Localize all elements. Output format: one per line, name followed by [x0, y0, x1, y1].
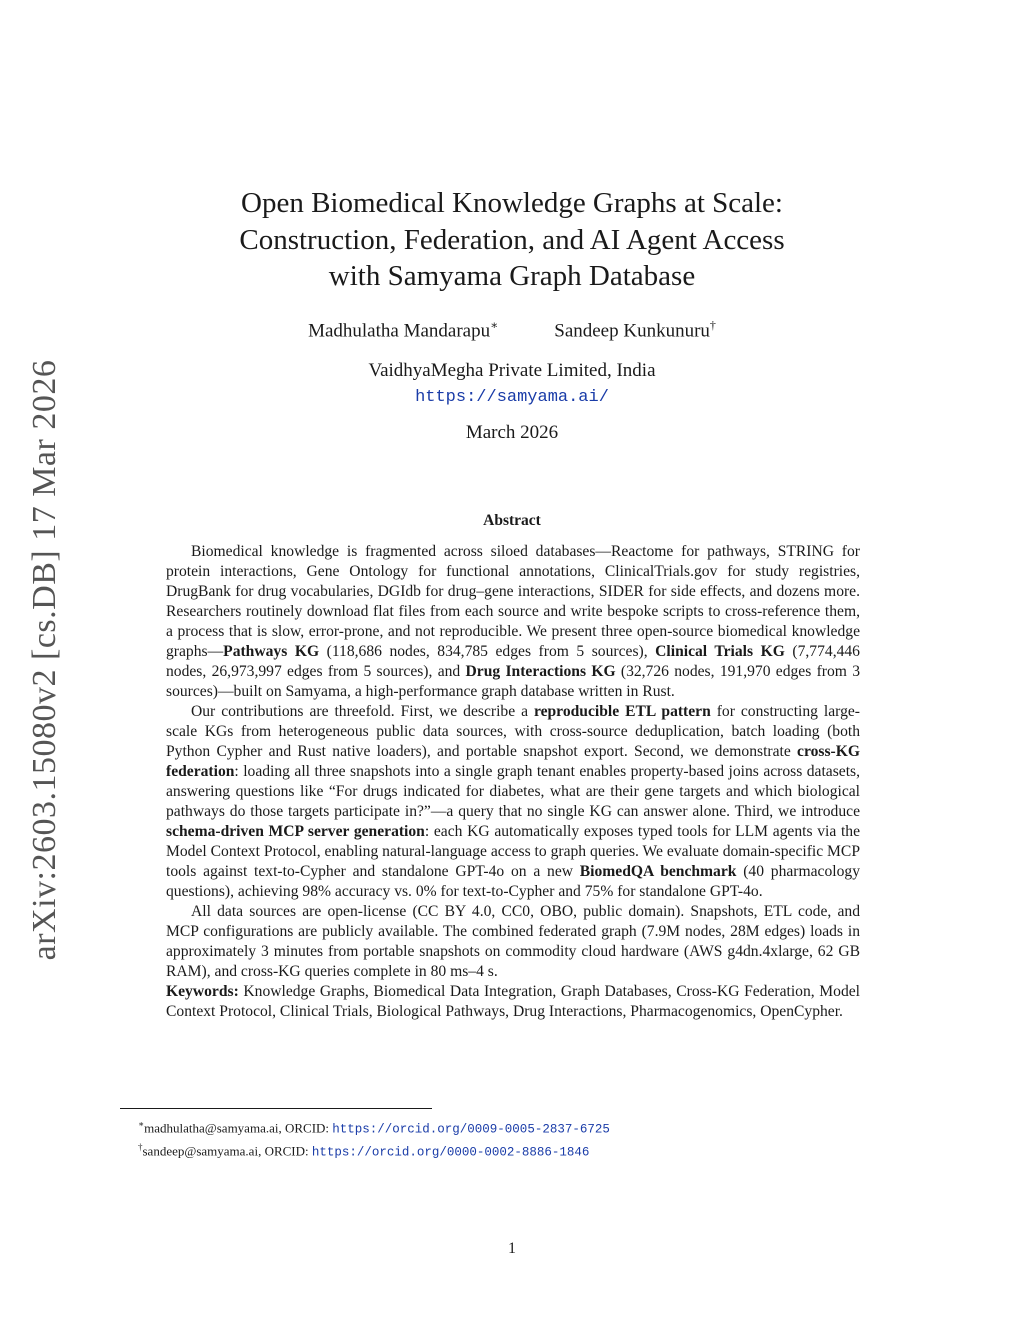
bold-term: schema-driven MCP server generation — [166, 823, 425, 840]
bold-term: Clinical Trials KG — [655, 643, 785, 660]
publication-date: March 2026 — [465, 422, 559, 443]
abstract-heading: Abstract — [483, 512, 541, 529]
text-run: : each KG automatically exposes typed tools for LLM agents via the Model Context Protocol, enabling natural-language access to graph queries. We evaluate domain-specific MCP tools against text-to-Cypher and standalone GPT-4o on a new — [166, 823, 860, 880]
text-run: : loading all three snapshots into a single graph tenant enables property-based joins across datasets, answering questions like “For drugs indicated for diabetes, what are their gene targets and which biological pathways do those targets participate in?”—a query that no single KG can answer alone. Third, we introduce — [166, 763, 860, 820]
abstract-body — [166, 542, 860, 1022]
footnote-mark[interactable]: ∗ — [490, 318, 499, 332]
footnote-text: sandeep@samyama.ai, ORCID: — [142, 1143, 312, 1159]
orcid-link[interactable]: https://orcid.org/0000-0002-8886-1846 — [311, 1145, 590, 1160]
text-run: (118,686 nodes, 834,785 edges from 5 sources), — [319, 643, 656, 660]
arxiv-identifier: arXiv:2603.15080v2 [cs.DB] 17 Mar 2026 — [26, 359, 63, 961]
text-run: (7,774,446 nodes, 26,973,997 edges from 5 sources), and — [166, 643, 860, 680]
author-2 — [554, 318, 716, 342]
footnote-mark: ∗ — [138, 1119, 145, 1129]
orcid-link[interactable]: https://orcid.org/0009-0005-2837-6725 — [332, 1122, 610, 1137]
author-1 — [308, 318, 498, 342]
affiliation: VaidhyaMegha Private Limited, India — [368, 360, 656, 381]
homepage-link[interactable]: https://samyama.ai/ — [415, 388, 609, 407]
text-run: Biomedical knowledge is fragmented across siloed databases—Reactome for pathways, STRING for protein interactions, Gene Ontology for functional annotations, ClinicalTrials.gov for study registries, DrugBank for drug vocabularies, DGIdb for drug–gene interactions, SIDER for side effects, and dozens more. Researchers routinely download flat files from each source and write bespoke scripts to cross-reference them, a process that is slow, error-prone, and not reproducible. We present three open-source biomedical knowledge graphs— — [166, 543, 860, 660]
bold-term: Pathways KG — [223, 643, 320, 660]
title-line: Open Biomedical Knowledge Graphs at Scale: — [241, 187, 783, 219]
abstract-paragraph — [166, 702, 860, 902]
keywords-list: Knowledge Graphs, Biomedical Data Integration, Graph Databases, Cross-KG Federation, Model Context Protocol, Clinical Trials, Biological Pathways, Drug Interactions, Pharmacogenomics, OpenCypher. — [166, 983, 860, 1020]
text-run: for constructing large-scale KGs from heterogeneous public data sources, with cross-source deduplication, batch loading (both Python Cypher and Rust native loaders), and portable snapshot export. Second, we demonstrate — [166, 703, 860, 760]
footnote-text: madhulatha@samyama.ai, ORCID: — [144, 1120, 333, 1136]
title-line: Construction, Federation, and AI Agent Access — [239, 223, 785, 256]
bold-term: cross-KG federation — [166, 743, 860, 780]
keywords — [166, 982, 860, 1022]
footnote — [138, 1138, 888, 1161]
abstract-paragraph — [166, 542, 860, 702]
abstract-paragraph: All data sources are open-license (CC BY 4.0, CC0, OBO, public domain). Snapshots, ETL code, and MCP configurations are publicly available. The combined federated graph (7.9M nodes, 28M edges) loads in approximately 3 minutes from portable snapshots on commodity cloud hardware (AWS g4dn.4xlarge, 62 GB RAM), and cross-KG queries complete in 80 ms–4 s. — [166, 903, 860, 980]
title-line: with Samyama Graph Database — [328, 260, 696, 292]
footnote — [138, 1115, 888, 1138]
footnotes — [138, 1115, 888, 1162]
footnote-divider — [120, 1108, 432, 1109]
paper-title — [170, 185, 854, 295]
text-run: Our contributions are threefold. First, we describe a — [191, 703, 534, 720]
keywords-label: Keywords: — [166, 983, 239, 1000]
page-number: 1 — [508, 1240, 516, 1257]
author-name: Sandeep Kunkunuru — [554, 320, 710, 342]
text-run: (32,726 nodes, 191,970 edges from 3 sources)—built on Samyama, a high-performance graph database written in Rust. — [166, 663, 860, 700]
footnote-mark[interactable]: † — [709, 318, 716, 332]
text-run: (40 pharmacology questions), achieving 98% accuracy vs. 0% for text-to-Cypher and 75% for standalone GPT-4o. — [166, 863, 860, 900]
footnote-mark: † — [138, 1142, 143, 1153]
author-name: Madhulatha Mandarapu — [308, 320, 491, 342]
author-list — [170, 318, 854, 342]
bold-term: BiomedQA benchmark — [579, 863, 737, 880]
arxiv-side-stamp — [18, 359, 72, 961]
bold-term: Drug Interactions KG — [465, 663, 616, 680]
bold-term: reproducible ETL pattern — [533, 703, 711, 720]
